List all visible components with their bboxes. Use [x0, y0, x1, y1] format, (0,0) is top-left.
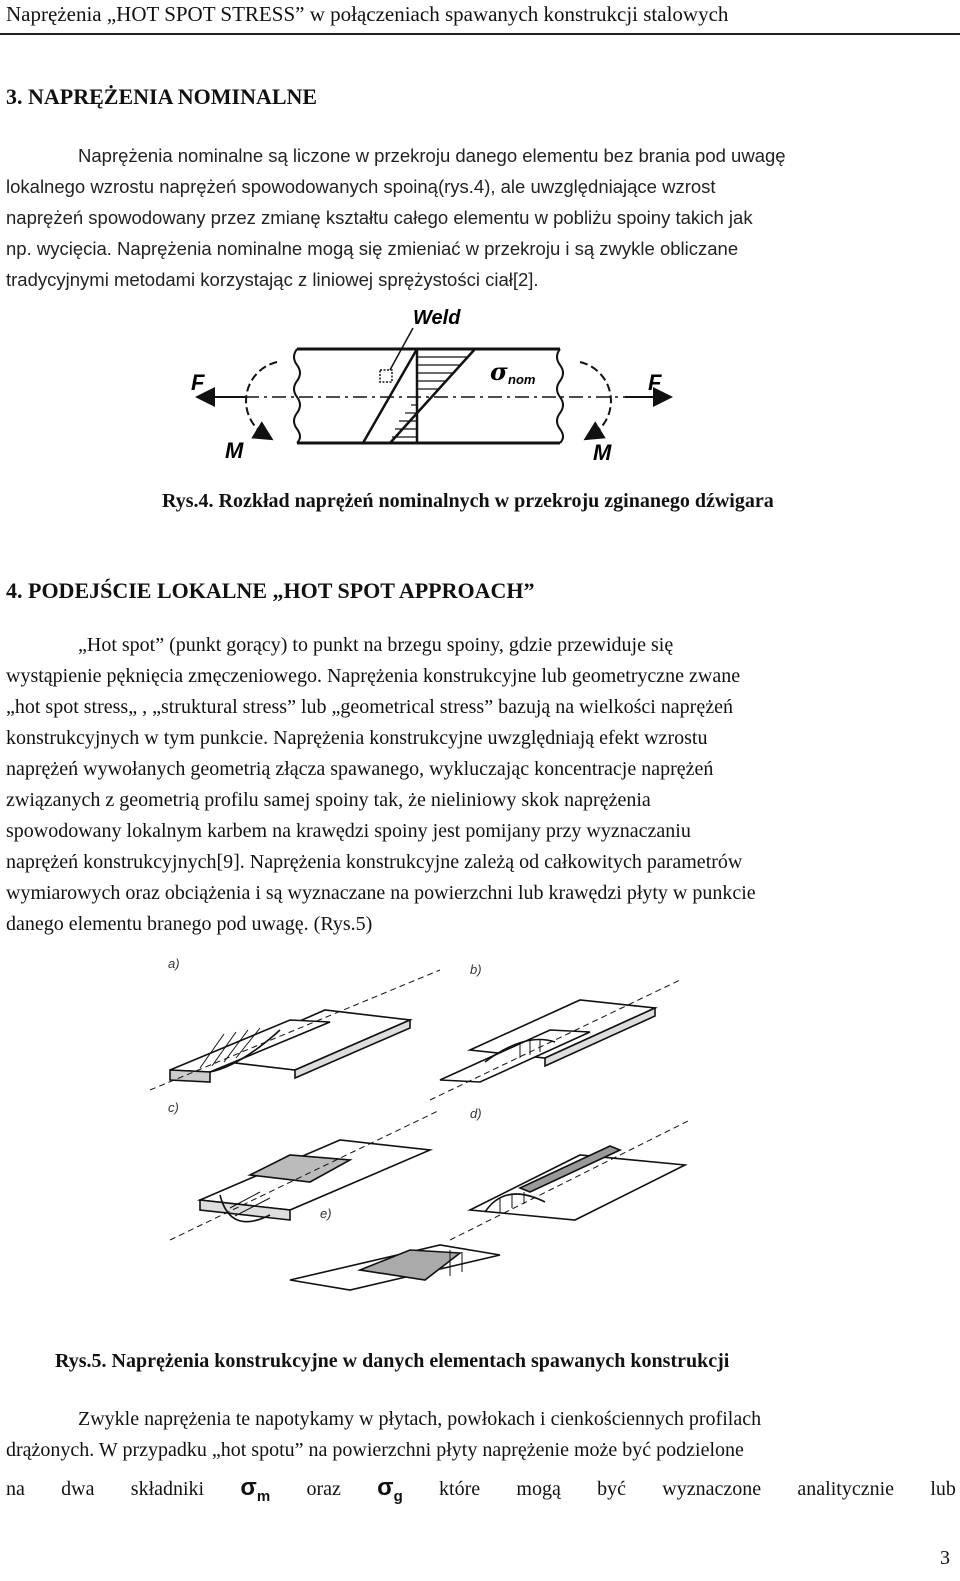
- word: lub: [930, 1478, 956, 1500]
- word: mogą: [516, 1478, 561, 1500]
- text-line: drążonych. W przypadku „hot spotu” na powierzchni płyty naprężenie może być podzielone: [6, 1439, 744, 1461]
- figure-5b-lap-joint: [430, 980, 680, 1100]
- text-line: tradycyjnymi metodami korzystając z liniowej sprężystości ciał[2].: [6, 269, 539, 290]
- header-rule: [0, 33, 960, 35]
- figure-5-structural-stress-examples: [140, 950, 700, 1330]
- page-number: 3: [940, 1547, 950, 1569]
- text-line: naprężeń wywołanych geometrią złącza spawanego, wykluczając koncentracje naprężeń: [6, 758, 714, 780]
- section-3-heading: 3. NAPRĘŻENIA NOMINALNE: [6, 84, 318, 109]
- text-line: Zwykle naprężenia te napotykamy w płytach, powłokach i cienkościennych profilach: [78, 1408, 762, 1430]
- text-line: Naprężenia nominalne są liczone w przekroju danego elementu bez brania pod uwagę: [78, 145, 786, 166]
- figure-5-label-c: c): [168, 1100, 179, 1115]
- figure-5c-cover-plate: [170, 1110, 440, 1240]
- section-3-paragraph: [6, 140, 956, 295]
- sigma-g-symbol: $\sigma_g$: [377, 1474, 403, 1505]
- text-line: wymiarowych oraz obciążenia i są wyznaczane na powierzchni lub krawędzi płyty w punkcie: [6, 882, 756, 904]
- text-line: konstrukcyjnych w tym punkcie. Naprężenia konstrukcyjne uwzględniają efekt wzrostu: [6, 727, 708, 749]
- beam-break-left: [294, 349, 300, 443]
- moment-label-left: M: [225, 438, 244, 463]
- text-line: naprężeń konstrukcyjnych[9]. Naprężenia konstrukcyjne zależą od całkowitych parametrów: [6, 851, 743, 873]
- text-line: spowodowany lokalnym karbem na krawędzi spoiny jest pomijany przy wyznaczaniu: [6, 820, 691, 842]
- running-header: Naprężenia „HOT SPOT STRESS” w połączeniach spawanych konstrukcji stalowych: [6, 2, 729, 26]
- text-line: lokalnego wzrostu naprężeń spowodowanych spoiną(rys.4), ale uwzględniające wzrost: [6, 176, 716, 197]
- figure-5-label-b: b): [470, 962, 482, 977]
- moment-arrow-right: [580, 362, 611, 435]
- section-4-heading: 4. PODEJŚCIE LOKALNE „HOT SPOT APPROACH”: [6, 578, 535, 603]
- moment-label-right: M: [593, 440, 612, 465]
- beam-break-right: [557, 349, 563, 443]
- figure-5a-lap-joint: [150, 970, 440, 1090]
- figure-5-label-e: e): [320, 1206, 332, 1221]
- figure-5-label-d: d): [470, 1106, 482, 1121]
- text-line: „Hot spot” (punkt gorący) to punkt na brzegu spoiny, gdzie przewiduje się: [78, 634, 674, 656]
- figure-5-label-a: a): [168, 956, 180, 971]
- text-line-with-symbols: [6, 1472, 956, 1512]
- text-line: np. wycięcia. Naprężenia nominalne mogą się zmieniać w przekroju i są zwykle obliczane: [6, 238, 739, 259]
- word: wyznaczone: [662, 1478, 762, 1500]
- weld-symbol-icon: [380, 370, 392, 382]
- figure-5d-attachment: [450, 1120, 690, 1240]
- section-4-paragraph: [6, 630, 956, 940]
- weld-label: Weld: [413, 307, 461, 329]
- text-line: „hot spot stress„ , „struktural stress” lub „geometrical stress” bazują na wielkości naprężeń: [6, 696, 733, 718]
- closing-paragraph: [6, 1404, 956, 1512]
- word: oraz: [306, 1478, 341, 1500]
- moment-arrow-left: [246, 362, 277, 435]
- sigma-subscript: nom: [508, 372, 536, 387]
- word: analitycznie: [797, 1478, 895, 1500]
- text-line: związanych z geometrią profilu samej spoiny tak, że nieliniowy skok naprężenia: [6, 789, 651, 811]
- text-line: wystąpienie pęknięcia zmęczeniowego. Naprężenia konstrukcyjne lub geometryczne zwane: [6, 665, 741, 687]
- word: na: [6, 1478, 25, 1500]
- text-line: danego elementu branego pod uwagę. (Rys.5): [6, 913, 373, 935]
- figure-5-caption: Rys.5. Naprężenia konstrukcyjne w danych elementach spawanych konstrukcji: [55, 1350, 730, 1372]
- word: być: [597, 1478, 627, 1500]
- figure-5e-gusset: [290, 1245, 500, 1290]
- sigma-m-symbol: $\sigma_m$: [240, 1474, 271, 1505]
- figure-4-nominal-stress-diagram: [185, 300, 685, 470]
- word: które: [439, 1478, 481, 1500]
- force-label-left: F: [191, 370, 205, 395]
- figure-4-caption: Rys.4. Rozkład naprężeń nominalnych w przekroju zginanego dźwigara: [162, 490, 774, 512]
- word: dwa: [61, 1478, 95, 1500]
- force-label-right: F: [648, 370, 662, 395]
- sigma-symbol: σ: [490, 357, 508, 386]
- text-line: naprężeń spowodowany przez zmianę kształtu całego elementu w pobliżu spoiny takich jak: [6, 207, 753, 228]
- word: składniki: [130, 1478, 205, 1500]
